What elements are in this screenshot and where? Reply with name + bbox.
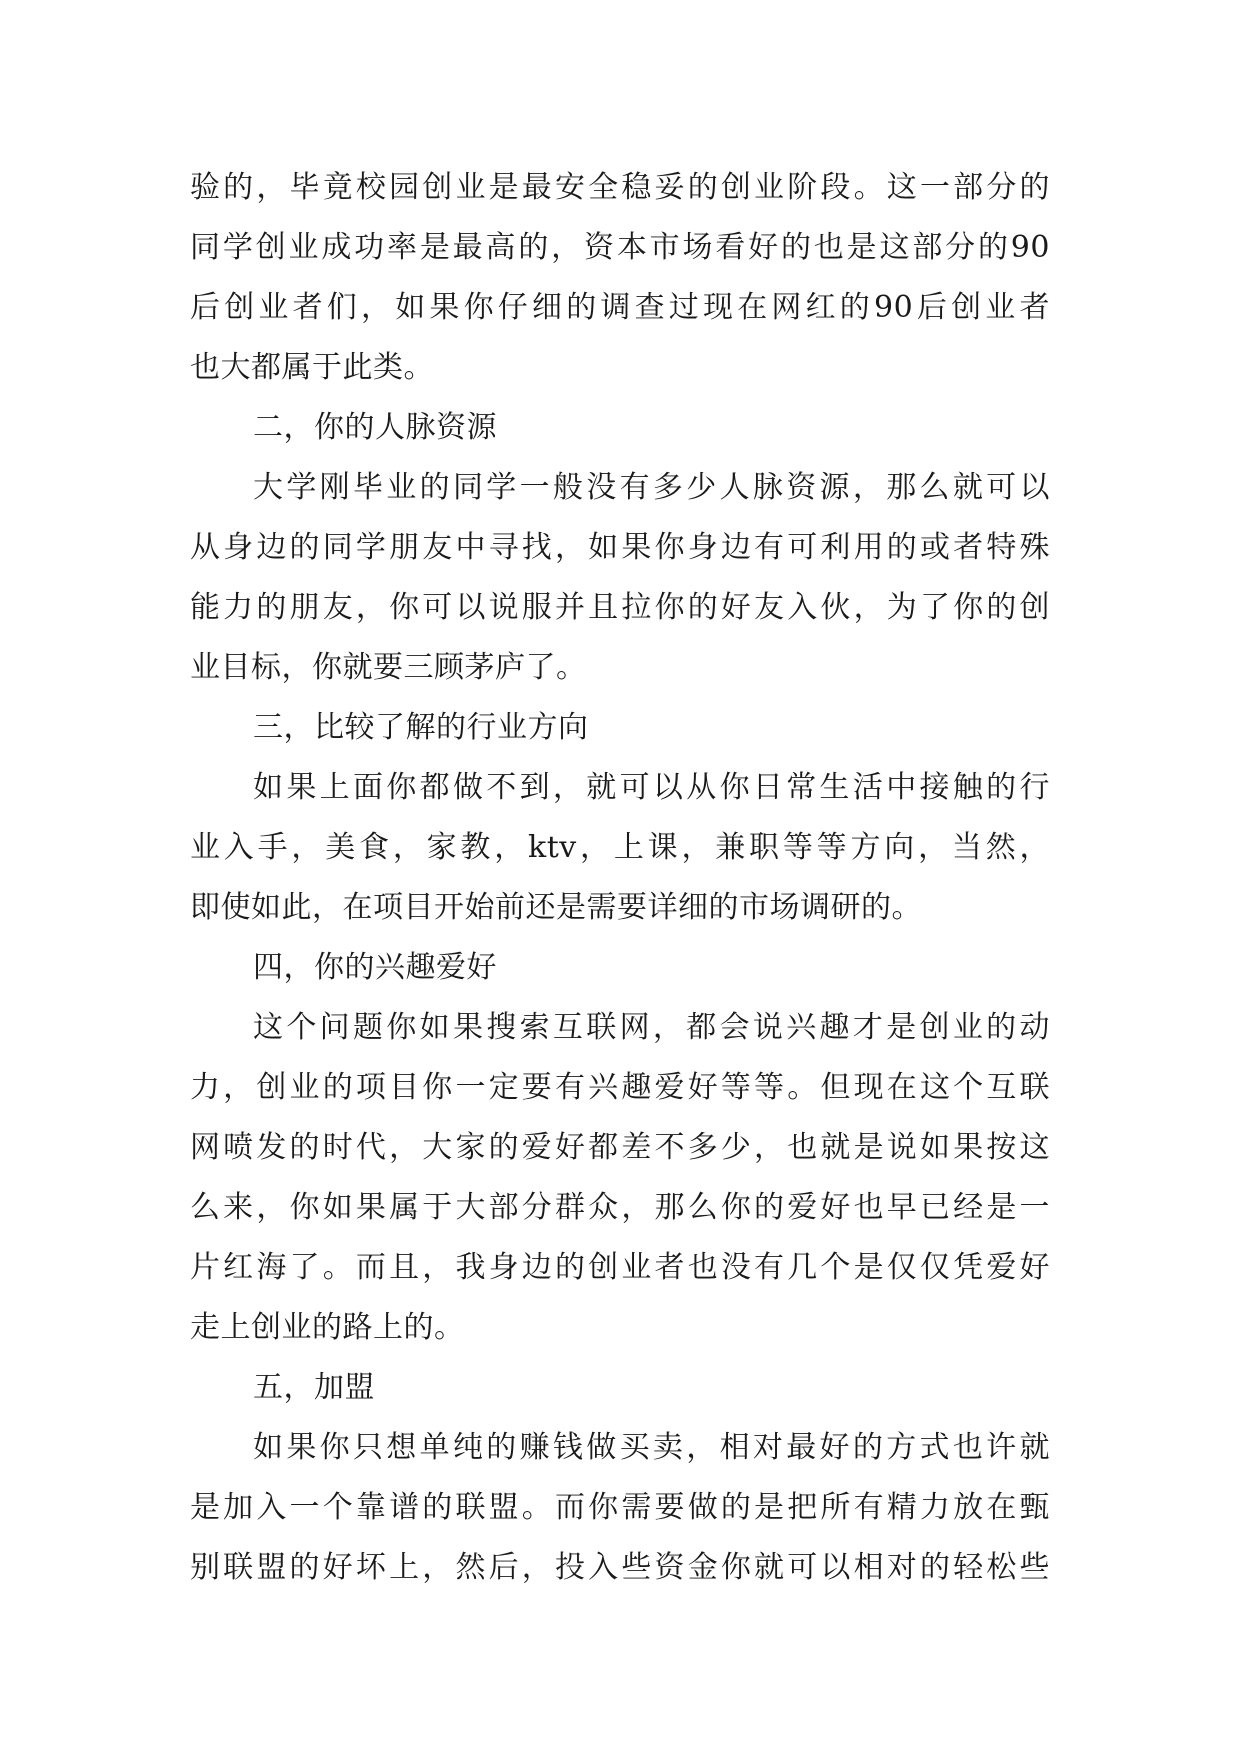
text-line: 别联盟的好坏上，然后，投入些资金你就可以相对的轻松些 — [190, 1550, 1050, 1585]
text-line: 业目标，你就要三顾茅庐了。 — [190, 650, 587, 685]
body-text — [190, 158, 1050, 1598]
text-line: 三，比较了解的行业方向 — [253, 710, 589, 745]
text-line: 力，创业的项目你一定要有兴趣爱好等等。但现在这个互联 — [190, 1070, 1050, 1105]
text-line: 业入手，美食，家教，ktv，上课，兼职等等方向，当然， — [190, 830, 1050, 865]
text-line: 从身边的同学朋友中寻找，如果你身边有可利用的或者特殊 — [190, 530, 1050, 565]
text-line: 能力的朋友，你可以说服并且拉你的好友入伙，为了你的创 — [190, 590, 1050, 625]
text-line: 网喷发的时代，大家的爱好都差不多少，也就是说如果按这 — [190, 1130, 1050, 1165]
text-line: 如果上面你都做不到，就可以从你日常生活中接触的行 — [253, 770, 1050, 805]
text-line: 走上创业的路上的。 — [190, 1310, 465, 1345]
text-line: 二，你的人脉资源 — [253, 410, 497, 445]
text-line: 即使如此，在项目开始前还是需要详细的市场调研的。 — [190, 890, 922, 925]
text-line: 后创业者们，如果你仔细的调查过现在网红的90后创业者 — [190, 290, 1050, 325]
text-line: 么来，你如果属于大部分群众，那么你的爱好也早已经是一 — [190, 1190, 1050, 1225]
text-line: 也大都属于此类。 — [190, 350, 434, 385]
text-line: 是加入一个靠谱的联盟。而你需要做的是把所有精力放在甄 — [190, 1490, 1050, 1525]
text-line: 片红海了。而且，我身边的创业者也没有几个是仅仅凭爱好 — [190, 1250, 1050, 1285]
text-line: 如果你只想单纯的赚钱做买卖，相对最好的方式也许就 — [253, 1430, 1050, 1465]
text-line: 大学刚毕业的同学一般没有多少人脉资源，那么就可以 — [253, 470, 1050, 505]
text-line: 同学创业成功率是最高的，资本市场看好的也是这部分的90 — [190, 230, 1050, 265]
text-line: 五，加盟 — [253, 1370, 375, 1405]
text-line: 验的，毕竟校园创业是最安全稳妥的创业阶段。这一部分的 — [190, 170, 1050, 205]
text-line: 四，你的兴趣爱好 — [253, 950, 497, 985]
text-line: 这个问题你如果搜索互联网，都会说兴趣才是创业的动 — [253, 1010, 1050, 1045]
